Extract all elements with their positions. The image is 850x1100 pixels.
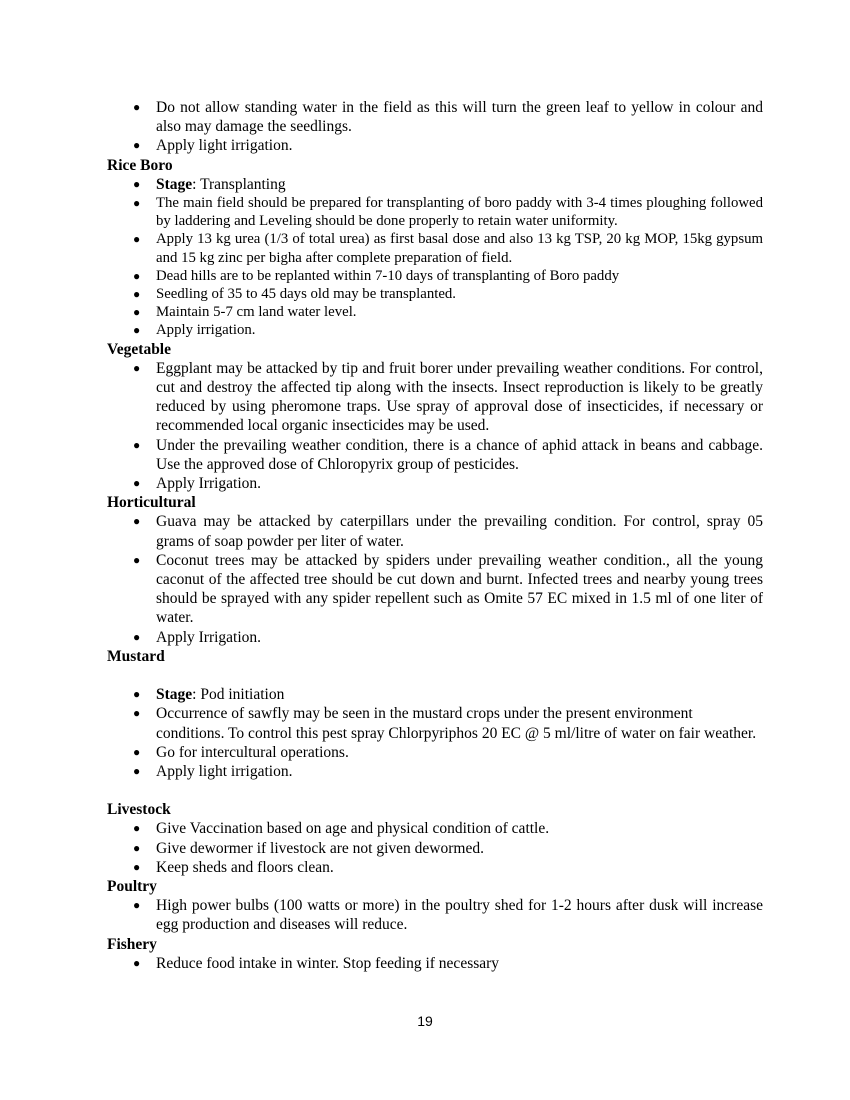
- list-item: [107, 743, 763, 762]
- bullet-icon: ●: [133, 744, 141, 759]
- fishery-list: [107, 954, 763, 973]
- list-item: [107, 628, 763, 647]
- bullet-icon: ●: [133, 898, 141, 913]
- list-item-text: Dead hills are to be replanted within 7-10 days of transplanting of Boro paddy: [156, 267, 620, 284]
- list-item: [107, 194, 763, 230]
- list-item-text: Apply Irrigation.: [156, 475, 262, 493]
- bullet-icon: ●: [133, 100, 141, 114]
- list-item-text: Maintain 5-7 cm land water level.: [156, 304, 357, 321]
- stage-label: Stage: [156, 686, 193, 704]
- list-item-text: Keep sheds and floors clean.: [156, 858, 334, 876]
- list-item-text: High power bulbs (100 watts or more) in the poultry shed for 1-2 hours after dusk will increase egg production and diseases will reduce.: [156, 897, 763, 934]
- list-item-text: Apply light irrigation.: [156, 137, 293, 155]
- list-item: [107, 839, 763, 858]
- list-item: [107, 512, 763, 550]
- list-item: [107, 98, 763, 136]
- list-item: [107, 551, 763, 628]
- bullet-icon: ●: [133, 360, 141, 375]
- list-item-text: Guava may be attacked by caterpillars under the prevailing condition. For control, spray 05 grams of soap powder per liter of water.: [156, 513, 763, 550]
- list-item-text: Apply Irrigation.: [156, 628, 262, 646]
- document-body: [107, 98, 763, 973]
- section-heading-rice-boro: Rice Boro: [107, 156, 173, 174]
- page-number: 19: [417, 1013, 433, 1029]
- mustard-list: [107, 685, 763, 781]
- section-heading-poultry: Poultry: [107, 877, 157, 895]
- list-item-text: The main field should be prepared for transplanting of boro paddy with 3-4 times ploughing followed by laddering and Leveling should be done properly to retain water uniformity.: [156, 195, 763, 230]
- list-item-text: Eggplant may be attacked by tip and fruit borer under prevailing weather conditions. For control, cut and destroy the affected tip along with the insects. Insect reproduction is likely to be greatly reduced by using pheromone traps. Use spray of approval dose of insecticides, if necessary or recommended local organic insecticides may be used.: [156, 359, 763, 435]
- bullet-icon: ●: [133, 514, 141, 529]
- stage-item: [107, 685, 763, 704]
- bullet-icon: ●: [133, 476, 141, 491]
- list-item-text: Seedling of 35 to 45 days old may be transplanted.: [156, 286, 456, 303]
- bullet-icon: ●: [133, 268, 141, 283]
- bullet-icon: ●: [133, 232, 141, 247]
- list-item-text: Under the prevailing weather condition, there is a chance of aphid attack in beans and cabbage. Use the approved dose of Chloropyrix group of pesticides.: [156, 436, 763, 473]
- section-heading-fishery: Fishery: [107, 935, 157, 953]
- stage-label: Stage: [156, 175, 193, 193]
- list-item: [107, 359, 763, 436]
- list-item: [107, 285, 763, 303]
- list-item-text: Go for intercultural operations.: [156, 743, 349, 761]
- list-item-text: Occurrence of sawfly may be seen in the mustard crops under the present environment conditions. To control this pest spray Chlorpyriphos 20 EC @ 5 ml/litre of water on fair weather.: [156, 705, 757, 742]
- intro-list: [107, 98, 763, 156]
- section-heading-livestock: Livestock: [107, 801, 171, 819]
- list-item: [107, 474, 763, 493]
- section-heading-horticultural: Horticultural: [107, 494, 196, 512]
- rice-boro-list: [107, 175, 763, 340]
- livestock-list: [107, 819, 763, 877]
- bullet-icon: ●: [133, 687, 141, 702]
- list-item: [107, 858, 763, 877]
- bullet-icon: ●: [133, 176, 141, 191]
- bullet-icon: ●: [133, 821, 141, 836]
- list-item-text: Give Vaccination based on age and physical condition of cattle.: [156, 820, 550, 838]
- list-item: [107, 136, 763, 155]
- list-item-text: Apply irrigation.: [156, 322, 256, 339]
- stage-value: : Pod initiation: [192, 686, 285, 704]
- list-item-text: Apply 13 kg urea (1/3 of total urea) as first basal dose and also 13 kg TSP, 20 kg MOP, 15kg gypsum and 15 kg zinc per bigha after complete preparation of field.: [156, 231, 763, 266]
- bullet-icon: ●: [133, 629, 141, 644]
- stage-item: [107, 175, 763, 194]
- bullet-icon: ●: [133, 840, 141, 855]
- bullet-icon: ●: [133, 763, 141, 778]
- spacer: [107, 666, 763, 685]
- list-item-text: Coconut trees may be attacked by spiders under prevailing weather condition., all the young caconut of the affected tree should be cut down and burnt. Infected trees and nearby young trees should be sprayed with any spider repellent such as Omite 57 EC mixed in 1.5 ml of one liter of water.: [156, 551, 763, 627]
- section-heading-mustard: Mustard: [107, 647, 165, 665]
- list-item-text: Reduce food intake in winter. Stop feeding if necessary: [156, 954, 500, 972]
- list-item: [107, 819, 763, 838]
- poultry-list: [107, 896, 763, 934]
- bullet-icon: ●: [133, 859, 141, 874]
- list-item: [107, 762, 763, 781]
- list-item: [107, 303, 763, 321]
- vegetable-list: [107, 359, 763, 493]
- bullet-icon: ●: [133, 196, 141, 211]
- spacer: [107, 781, 763, 800]
- bullet-icon: ●: [133, 955, 141, 970]
- bullet-icon: ●: [133, 706, 141, 721]
- bullet-icon: ●: [133, 552, 141, 567]
- list-item: [107, 321, 763, 339]
- list-item: [107, 230, 763, 266]
- list-item: [107, 954, 763, 973]
- bullet-icon: ●: [133, 437, 141, 452]
- list-item-text: Do not allow standing water in the field as this will turn the green leaf to yellow in colour and also may damage the seedlings.: [156, 99, 763, 136]
- list-item: [107, 436, 763, 474]
- list-item: [107, 704, 763, 742]
- list-item: [107, 896, 763, 934]
- section-heading-vegetable: Vegetable: [107, 340, 171, 358]
- bullet-icon: ●: [133, 305, 141, 320]
- bullet-icon: ●: [133, 287, 141, 302]
- horticultural-list: [107, 512, 763, 646]
- bullet-icon: ●: [133, 323, 141, 338]
- list-item-text: Apply light irrigation.: [156, 762, 293, 780]
- stage-value: : Transplanting: [192, 175, 286, 193]
- list-item-text: Give dewormer if livestock are not given dewormed.: [156, 839, 484, 857]
- list-item: [107, 267, 763, 285]
- bullet-icon: ●: [133, 138, 141, 153]
